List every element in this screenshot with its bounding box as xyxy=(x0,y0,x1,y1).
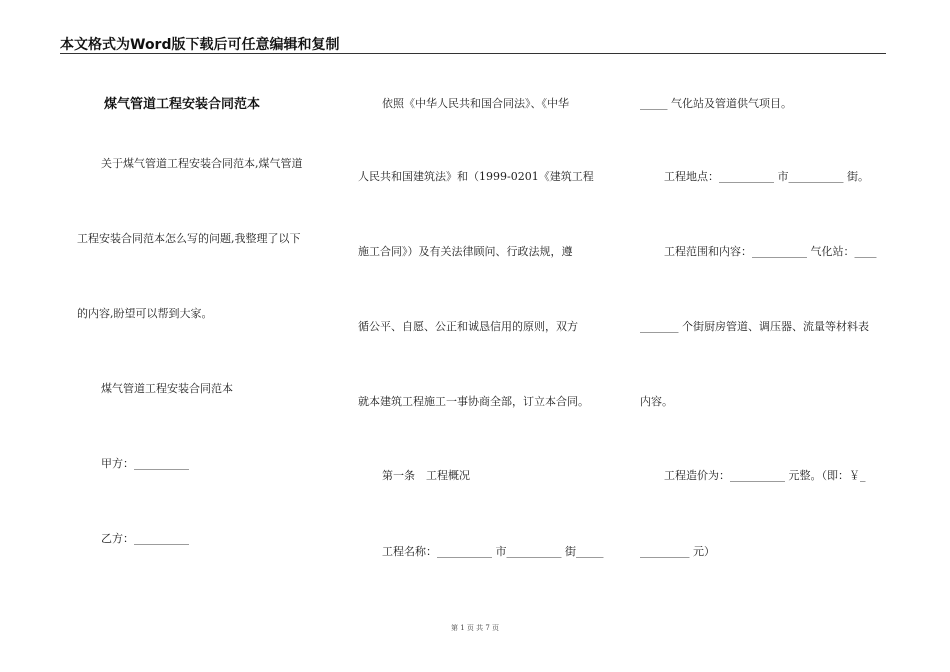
text-line: 内容。 xyxy=(640,395,673,408)
text-line: 就本建筑工程施工一事协商全部，订立本合同。 xyxy=(358,395,589,408)
text-line: 工程安装合同范本怎么写的问题,我整理了以下 xyxy=(77,232,301,245)
header-banner: 本文格式为Word版下载后可任意编辑和复制 xyxy=(60,37,340,53)
text-line: _______ 个街厨房管道、调压器、流量等材料表 xyxy=(640,320,869,333)
section-heading: 第一条 工程概况 xyxy=(382,469,470,482)
text-line: 循公平、自愿、公正和诚恳信用的原则，双方 xyxy=(358,320,578,333)
header-rule xyxy=(60,53,886,54)
text-line: _________ 元） xyxy=(640,545,715,558)
text-line: 依照《中华人民共和国合同法》、《中华 xyxy=(382,97,569,110)
text-line: 人民共和国建筑法》和（1999-0201《建筑工程 xyxy=(358,170,594,183)
party-a-line: 甲方：__________ xyxy=(101,457,189,470)
text-line: _____ 气化站及管道供气项目。 xyxy=(640,97,792,110)
project-name-line: 工程名称：__________ 市__________ 街_____ xyxy=(382,545,604,558)
project-scope-line: 工程范围和内容：__________ 气化站：____ xyxy=(664,245,877,258)
project-location-line: 工程地点：__________ 市__________ 街。 xyxy=(664,170,869,183)
text-line: 关于煤气管道工程安装合同范本,煤气管道 xyxy=(101,157,303,170)
party-b-line: 乙方：__________ xyxy=(101,532,189,545)
project-cost-line: 工程造价为：__________ 元整。（即：￥_ xyxy=(664,469,866,482)
page-number-footer: 第 1 页 共 7 页 xyxy=(450,624,500,632)
text-line: 施工合同》）及有关法律顾问、行政法规，遵 xyxy=(358,245,573,258)
text-line: 煤气管道工程安装合同范本 xyxy=(101,382,233,395)
document-title: 煤气管道工程安装合同范本 xyxy=(104,97,261,112)
text-line: 的内容,盼望可以帮到大家。 xyxy=(77,307,213,320)
